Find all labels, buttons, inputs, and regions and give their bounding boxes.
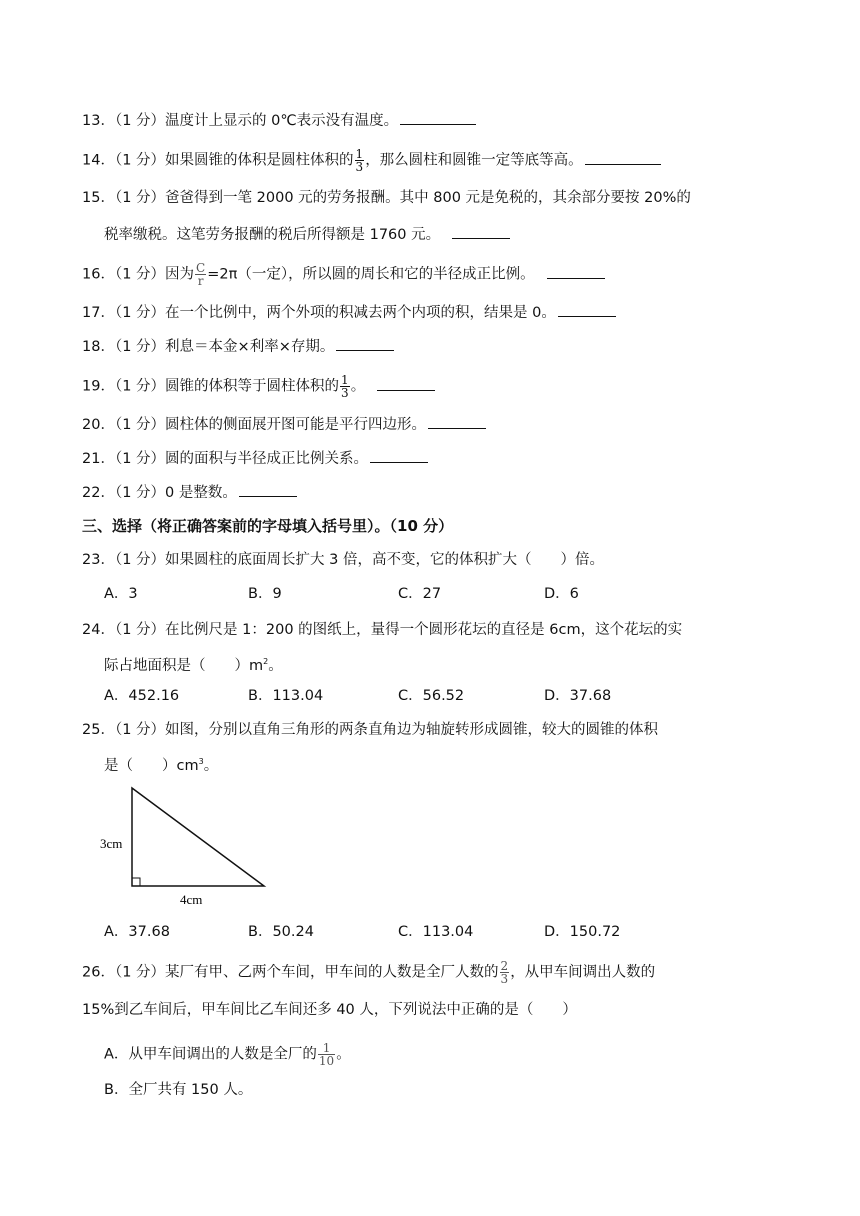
fraction: $\frac{C}{r}$ (196, 261, 206, 288)
fraction: $\frac{1}{3}$ (355, 147, 364, 174)
answer-blank[interactable] (547, 264, 605, 279)
option-c[interactable]: C．113.04 (398, 924, 474, 940)
option-c[interactable]: C．27 (398, 586, 442, 602)
height-label: 3cm (100, 836, 123, 851)
option-a[interactable]: A．37.68 (104, 924, 170, 940)
question-15: 15．（1 分）爸爸得到一笔 2000 元的劳务报酬。其中 800 元是免税的，其余部分要按 20%的 (82, 190, 691, 206)
answer-blank[interactable] (428, 414, 486, 429)
answer-blank[interactable] (336, 336, 394, 351)
option-d[interactable]: D．37.68 (544, 688, 612, 704)
question-13: 13．（1 分）温度计上显示的 0℃表示没有温度。 (82, 110, 476, 131)
question-text: 温度计上显示的 0℃表示没有温度。 (165, 113, 399, 129)
option-a[interactable]: A．452.16 (104, 688, 180, 704)
option-d[interactable]: D．6 (544, 586, 579, 602)
fraction: $\frac{1}{10}$ (318, 1041, 335, 1068)
answer-blank[interactable] (585, 150, 661, 165)
question-18: 18．（1 分）利息＝本金×利率×存期。 (82, 336, 394, 357)
triangle-shape (132, 788, 264, 886)
fraction: $\frac{2}{3}$ (500, 959, 509, 986)
question-25: 25．（1 分）如图，分别以直角三角形的两条直角边为轴旋转形成圆锥，较大的圆锥的体积 (82, 722, 659, 738)
right-angle-mark (132, 878, 140, 886)
option-b[interactable]: B．全厂共有 150 人。 (104, 1082, 253, 1098)
question-15-cont: 税率缴税。这笔劳务报酬的税后所得额是 1760 元。 (104, 224, 510, 245)
option-b[interactable]: B．50.24 (248, 924, 314, 940)
question-24: 24．（1 分）在比例尺是 1：200 的图纸上，量得一个圆形花坛的直径是 6cm，这个花坛的实 (82, 622, 683, 638)
answer-blank[interactable] (400, 110, 476, 125)
question-14: 14．（1 分）如果圆锥的体积是圆柱体积的 $\frac{1}{3}$ ，那么圆柱和圆锥一定等底等高。 (82, 148, 661, 173)
question-23: 23．（1 分）如果圆柱的底面周长扩大 3 倍，高不变，它的体积扩大（ ）倍。 (82, 552, 604, 568)
section-title: 三、选择（将正确答案前的字母填入括号里）。（10 分） (82, 517, 454, 535)
option-c[interactable]: C．56.52 (398, 688, 465, 704)
answer-blank[interactable] (239, 482, 297, 497)
fraction: $\frac{1}{3}$ (341, 373, 349, 400)
right-triangle-figure (100, 784, 276, 908)
option-a[interactable]: A．3 (104, 586, 138, 602)
answer-blank[interactable] (452, 224, 510, 239)
base-label: 4cm (180, 892, 203, 907)
option-a[interactable]: A．从甲车间调出的人数是全厂的 $\frac{1}{10}$ 。 (104, 1041, 351, 1068)
option-b[interactable]: B．113.04 (248, 688, 324, 704)
question-20: 20．（1 分）圆柱体的侧面展开图可能是平行四边形。 (82, 414, 486, 435)
question-17: 17．（1 分）在一个比例中，两个外项的积减去两个内项的积，结果是 0。 (82, 302, 616, 323)
question-21: 21．（1 分）圆的面积与半径成正比例关系。 (82, 448, 428, 469)
answer-blank[interactable] (558, 302, 616, 317)
question-25-cont: 是（ ）$cm^3$。 (104, 757, 219, 774)
question-16: 16．（1 分）因为 $\frac{C}{r}$ =2π（一定），所以圆的周长和它的半径成正比例。 (82, 262, 605, 287)
option-b[interactable]: B．9 (248, 586, 282, 602)
question-22: 22．（1 分）0 是整数。 (82, 482, 297, 503)
question-19: 19．（1 分）圆锥的体积等于圆柱体积的 $\frac{1}{3}$ 。 (82, 374, 435, 399)
option-d[interactable]: D．150.72 (544, 924, 621, 940)
question-26-cont: 15%到乙车间后，甲车间比乙车间还多 40 人，下列说法中正确的是（ ） (82, 1002, 577, 1018)
question-24-cont: 际占地面积是（ ）$m^2$。 (104, 657, 283, 674)
answer-blank[interactable] (370, 448, 428, 463)
question-26: 26．（1 分）某厂有甲、乙两个车间，甲车间的人数是全厂人数的 $\frac{2}{3}$ ，从甲车间调出人数的 (82, 959, 656, 986)
answer-blank[interactable] (377, 376, 435, 391)
